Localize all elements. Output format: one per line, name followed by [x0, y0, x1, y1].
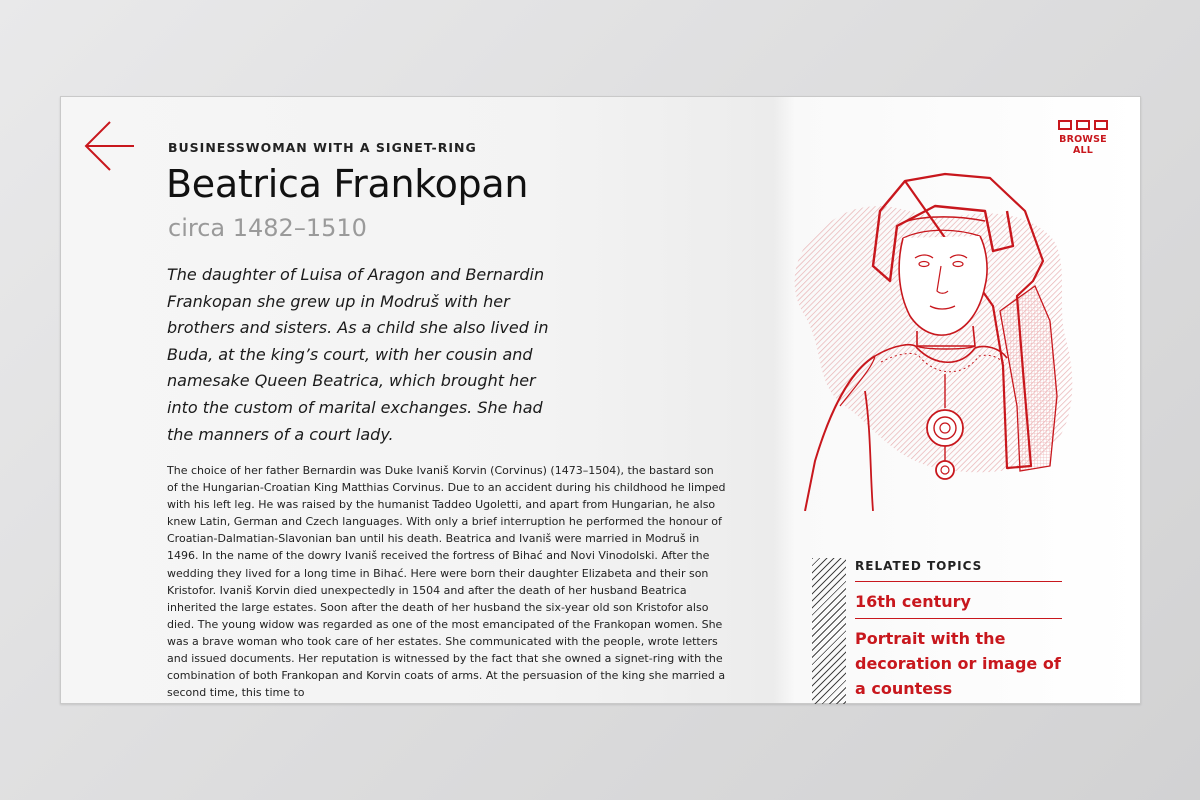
browse-all-button[interactable]	[1050, 120, 1116, 156]
portrait-illustration	[785, 166, 1085, 511]
hatch-decoration	[812, 558, 846, 704]
arrow-left-icon	[84, 120, 136, 172]
page-title: Beatrica Frankopan	[166, 162, 529, 206]
eyebrow-label: BUSINESSWOMAN WITH A SIGNET-RING	[168, 140, 477, 155]
related-topic-link[interactable]: Portrait with the decoration or image of a countess	[855, 629, 1061, 698]
life-dates: circa 1482–1510	[168, 214, 367, 242]
kiosk-screen	[60, 96, 1141, 704]
back-button[interactable]	[84, 120, 136, 172]
related-topic-link[interactable]: 16th century	[855, 582, 1062, 619]
grid-icon	[1050, 120, 1116, 130]
related-topics	[812, 558, 1062, 704]
body-paragraph[interactable]: The choice of her father Bernardin was Duke Ivaniš Korvin (Corvinus) (1473–1504), the bastard son of the Hungarian-Croatian King Matthias Corvinus. Due to an accident during his childhood he limped with his left leg. He was raised by the humanist Taddeo Ugoletti, and apart from Hungarian, he also knew Latin, German and Czech languages. With only a brief interruption he performed the honour of Croatian-Dalmatian-Slavonian ban until his death. Beatrica and Ivaniš were married in Modruš in 1496. In the name of the dowry Ivaniš received the fortress of Bihać and Novi Vinodolski. After the wedding they lived for a long time in Bihać. Here were born their daughter Elizabeta and their son Kristofor. Ivaniš Korvin died unexpectedly in 1504 and after the death of her husband Beatrica inherited the large estates. Soon after the death of her husband the six-year old son Kristofor also died. The young widow was regarded as one of the most emancipated of the Frankopan women. She was a brave woman who took care of her estates. She communicated with the people, wrote letters and issued documents. Her reputation is witnessed by the fact that she owned a signet-ring with the combination of both Frankopan and Korvin coats of arms. At the persuasion of the king she married a second time, this time to	[167, 464, 726, 700]
browse-all-label: BROWSE ALL	[1059, 134, 1107, 156]
related-topics-heading: RELATED TOPICS	[855, 558, 1062, 582]
lead-paragraph: The daughter of Luisa of Aragon and Bernardin Frankopan she grew up in Modruš with her brothers and sisters. As a child she also lived in Buda, at the king’s court, with her cousin and namesake Queen Beatrica, which brought her into the custom of marital exchanges. She had the manners of a court lady.	[167, 265, 549, 444]
